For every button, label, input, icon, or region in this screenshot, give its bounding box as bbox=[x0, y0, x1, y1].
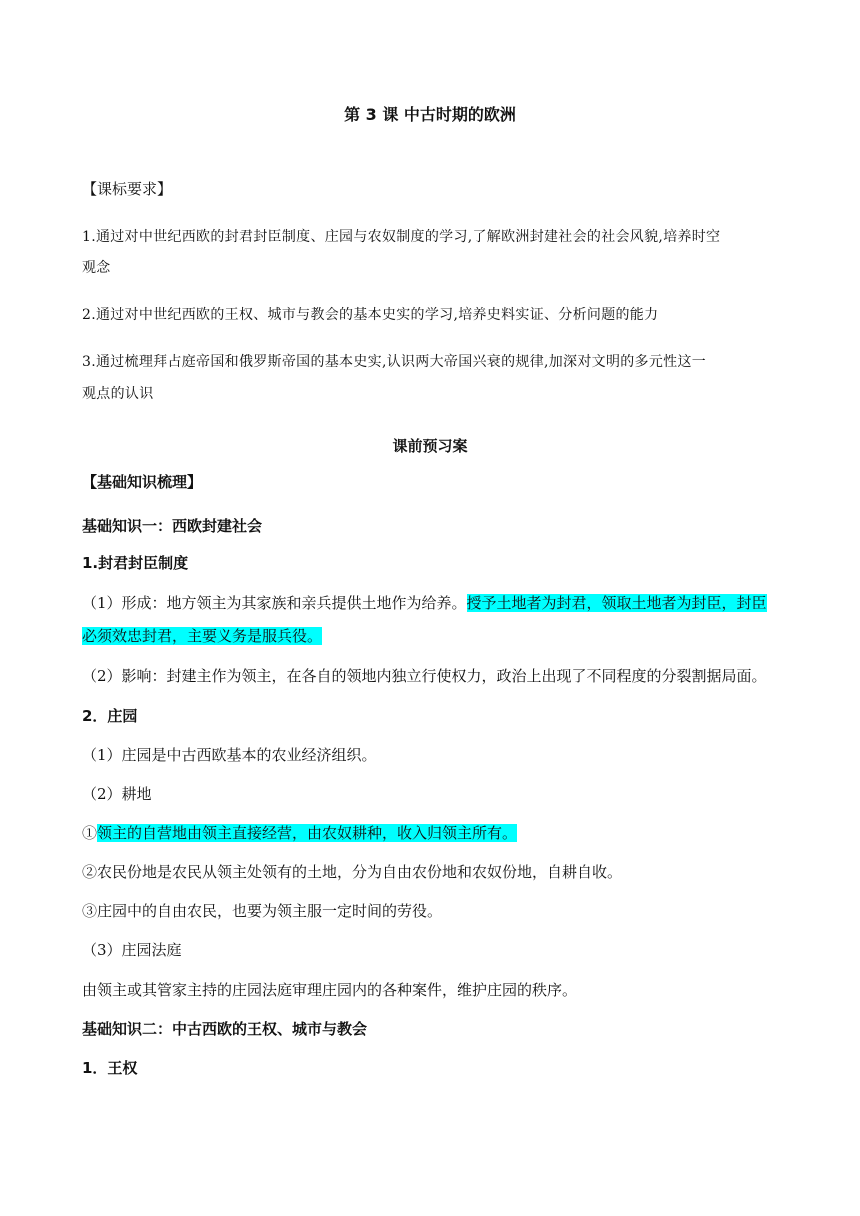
highlighted-text: 必须效忠封君，主要义务是服兵役。 bbox=[82, 627, 323, 645]
standard-item-3-cont: 观点的认识 bbox=[82, 386, 154, 402]
standard-item-3: 3.通过梳理拜占庭帝国和俄罗斯帝国的基本史实,认识两大帝国兴衰的规律,加深对文明的多元性这一 bbox=[82, 354, 707, 370]
land-item-1 bbox=[82, 822, 778, 844]
land-item-3: ③庄园中的自由农民，也要为领主服一定时间的劳役。 bbox=[82, 902, 443, 920]
knowledge-1-heading: 基础知识一：西欧封建社会 bbox=[82, 517, 263, 535]
knowledge-2-heading: 基础知识二：中古西欧的王权、城市与教会 bbox=[82, 1020, 368, 1038]
standard-item-1: 1.通过对中世纪西欧的封君封臣制度、庄园与农奴制度的学习,了解欧洲封建社会的社会风貌,培养时空 bbox=[82, 229, 721, 245]
formation-paragraph-cont bbox=[82, 625, 778, 647]
land-item-2: ②农民份地是农民从领主处领有的土地，分为自由农份地和农奴份地，自耕自收。 bbox=[82, 863, 623, 881]
manor-heading: 2．庄园 bbox=[82, 707, 138, 725]
section-heading: 【基础知识梳理】 bbox=[82, 473, 203, 491]
manor-item-2: （2）耕地 bbox=[82, 785, 152, 803]
highlighted-text: 授予土地者为封君，领取土地者为封臣，封臣 bbox=[466, 594, 767, 612]
court-paragraph: 由领主或其管家主持的庄园法庭审理庄园内的各种案件，维护庄园的秩序。 bbox=[82, 981, 578, 999]
feudal-system-heading: 1.封君封臣制度 bbox=[82, 554, 189, 572]
formation-paragraph bbox=[82, 592, 778, 614]
land-item-1-number: ① bbox=[82, 824, 98, 842]
page-title: 第 3 课 中古时期的欧洲 bbox=[344, 105, 516, 124]
standard-item-1-cont: 观念 bbox=[82, 260, 111, 276]
manor-item-1: （1）庄园是中古西欧基本的农业经济组织。 bbox=[82, 746, 377, 764]
influence-paragraph: （2）影响：封建主作为领主，在各自的领地内独立行使权力，政治上出现了不同程度的分裂割据局面。 bbox=[82, 667, 767, 685]
preview-heading: 课前预习案 bbox=[392, 437, 468, 455]
manor-item-3: （3）庄园法庭 bbox=[82, 941, 182, 959]
standard-item-2: 2.通过对中世纪西欧的王权、城市与教会的基本史实的学习,培养史料实证、分析问题的能力 bbox=[82, 307, 659, 323]
highlighted-text: 领主的自营地由领主直接经营，由农奴耕种，收入归领主所有。 bbox=[97, 824, 518, 842]
formation-text: （1）形成：地方领主为其家族和亲兵提供土地作为给养。 bbox=[82, 594, 467, 612]
kingship-heading: 1．王权 bbox=[82, 1059, 138, 1077]
standards-heading: 【课标要求】 bbox=[82, 180, 173, 198]
